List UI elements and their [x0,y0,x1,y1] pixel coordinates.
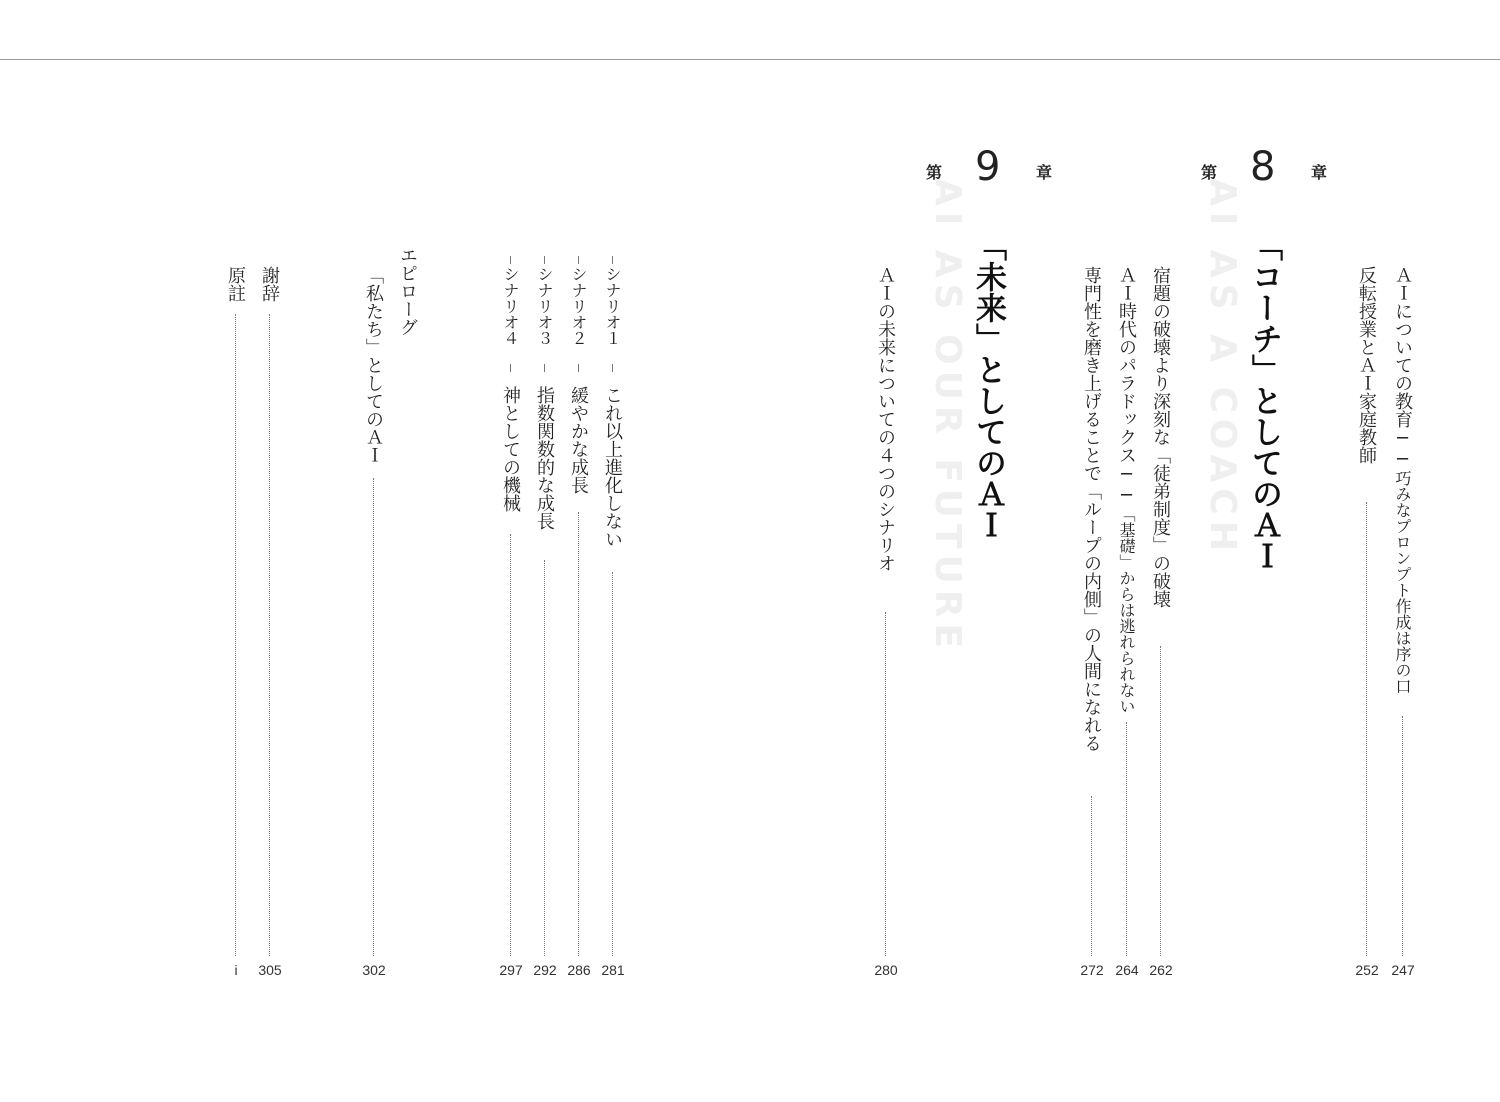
page-number-acknowledgments: 305 [258,962,282,978]
leader-dots [510,534,511,956]
scenario-bracket [578,364,579,372]
page-number-9-3: 286 [567,962,591,978]
page-number-epilogue: 302 [362,962,386,978]
leader-dots [578,512,579,956]
leader-dots [1366,502,1367,956]
toc-entry-9-1[interactable]: ＡＩの未来についての４つのシナリオ [875,266,896,572]
leader-dots [1126,722,1127,956]
scenario-1-label: シナリオ１ [603,266,622,346]
scenario-bracket [612,256,613,264]
leader-dots [373,478,374,956]
scenario-2-label: シナリオ２ [569,266,588,346]
page-number-9-1: 280 [874,962,898,978]
chapter9-number: 9 [975,144,1001,190]
toc-entry-epilogue[interactable]: 「私たち」としてのＡＩ [363,266,384,464]
page-number-9-2: 281 [601,962,625,978]
chapter9-dai: 第 [926,163,943,182]
scenario-bracket [544,364,545,372]
header-rule [0,59,1500,60]
leader-dots [235,314,236,956]
toc-entry-9-2[interactable]: これ以上進化しない [602,386,623,548]
page-number-9-4: 292 [533,962,557,978]
chapter8-dai: 第 [1201,163,1218,182]
toc-entry-8-4[interactable]: ＡＩ時代のパラドックス──「基礎」からは逃れられない [1116,266,1137,714]
page-number-8-4: 264 [1115,962,1139,978]
leader-dots [1160,646,1161,956]
page-number-8-2: 252 [1355,962,1379,978]
toc-entry-8-5[interactable]: 専門性を磨き上げることで「ループの内側」の人間になれる [1081,266,1102,752]
scenario-bracket [510,364,511,372]
leader-dots [1402,716,1403,956]
leader-dots [1091,796,1092,956]
toc-entry-9-5[interactable]: 神としての機械 [500,386,521,512]
toc-entry-9-4[interactable]: 指数関数的な成長 [534,386,555,530]
epilogue-heading: エピローグ [397,246,418,336]
chapter9-sho: 章 [1036,163,1053,182]
scenario-3-label: シナリオ３ [535,266,554,346]
scenario-bracket [578,256,579,264]
leader-dots [544,560,545,956]
toc-entry-acknowledgments[interactable]: 謝辞 [259,266,280,302]
page-number-notes: i [234,962,238,978]
chapter9-english-watermark: AI AS OUR FUTURE [927,178,968,655]
toc-entry-8-2[interactable]: 反転授業とＡＩ家庭教師 [1356,266,1377,464]
toc-entry-8-3[interactable]: 宿題の破壊より深刻な「徒弟制度」の破壊 [1150,266,1171,608]
toc-entry-9-3[interactable]: 緩やかな成長 [568,386,589,494]
toc-entry-8-1[interactable]: ＡＩについての教育──巧みなプロンプト作成は序の口 [1392,266,1413,694]
page-number-8-1: 247 [1391,962,1415,978]
page-number-8-5: 272 [1080,962,1104,978]
scenario-bracket [544,256,545,264]
chapter9-title: 「未来」としてのＡＩ [970,230,1006,540]
scenario-bracket [612,364,613,372]
toc-entry-notes[interactable]: 原註 [225,266,246,302]
scenario-bracket [510,256,511,264]
page-number-8-3: 262 [1149,962,1173,978]
chapter8-sho: 章 [1311,163,1328,182]
leader-dots [269,314,270,956]
chapter8-title: 「コーチ」としてのＡＩ [1246,230,1282,571]
page-number-9-5: 297 [499,962,523,978]
leader-dots [612,572,613,956]
chapter8-english-watermark: AI AS A COACH [1202,178,1243,557]
scenario-4-label: シナリオ４ [501,266,520,346]
chapter8-number: 8 [1250,144,1276,190]
leader-dots [885,612,886,956]
